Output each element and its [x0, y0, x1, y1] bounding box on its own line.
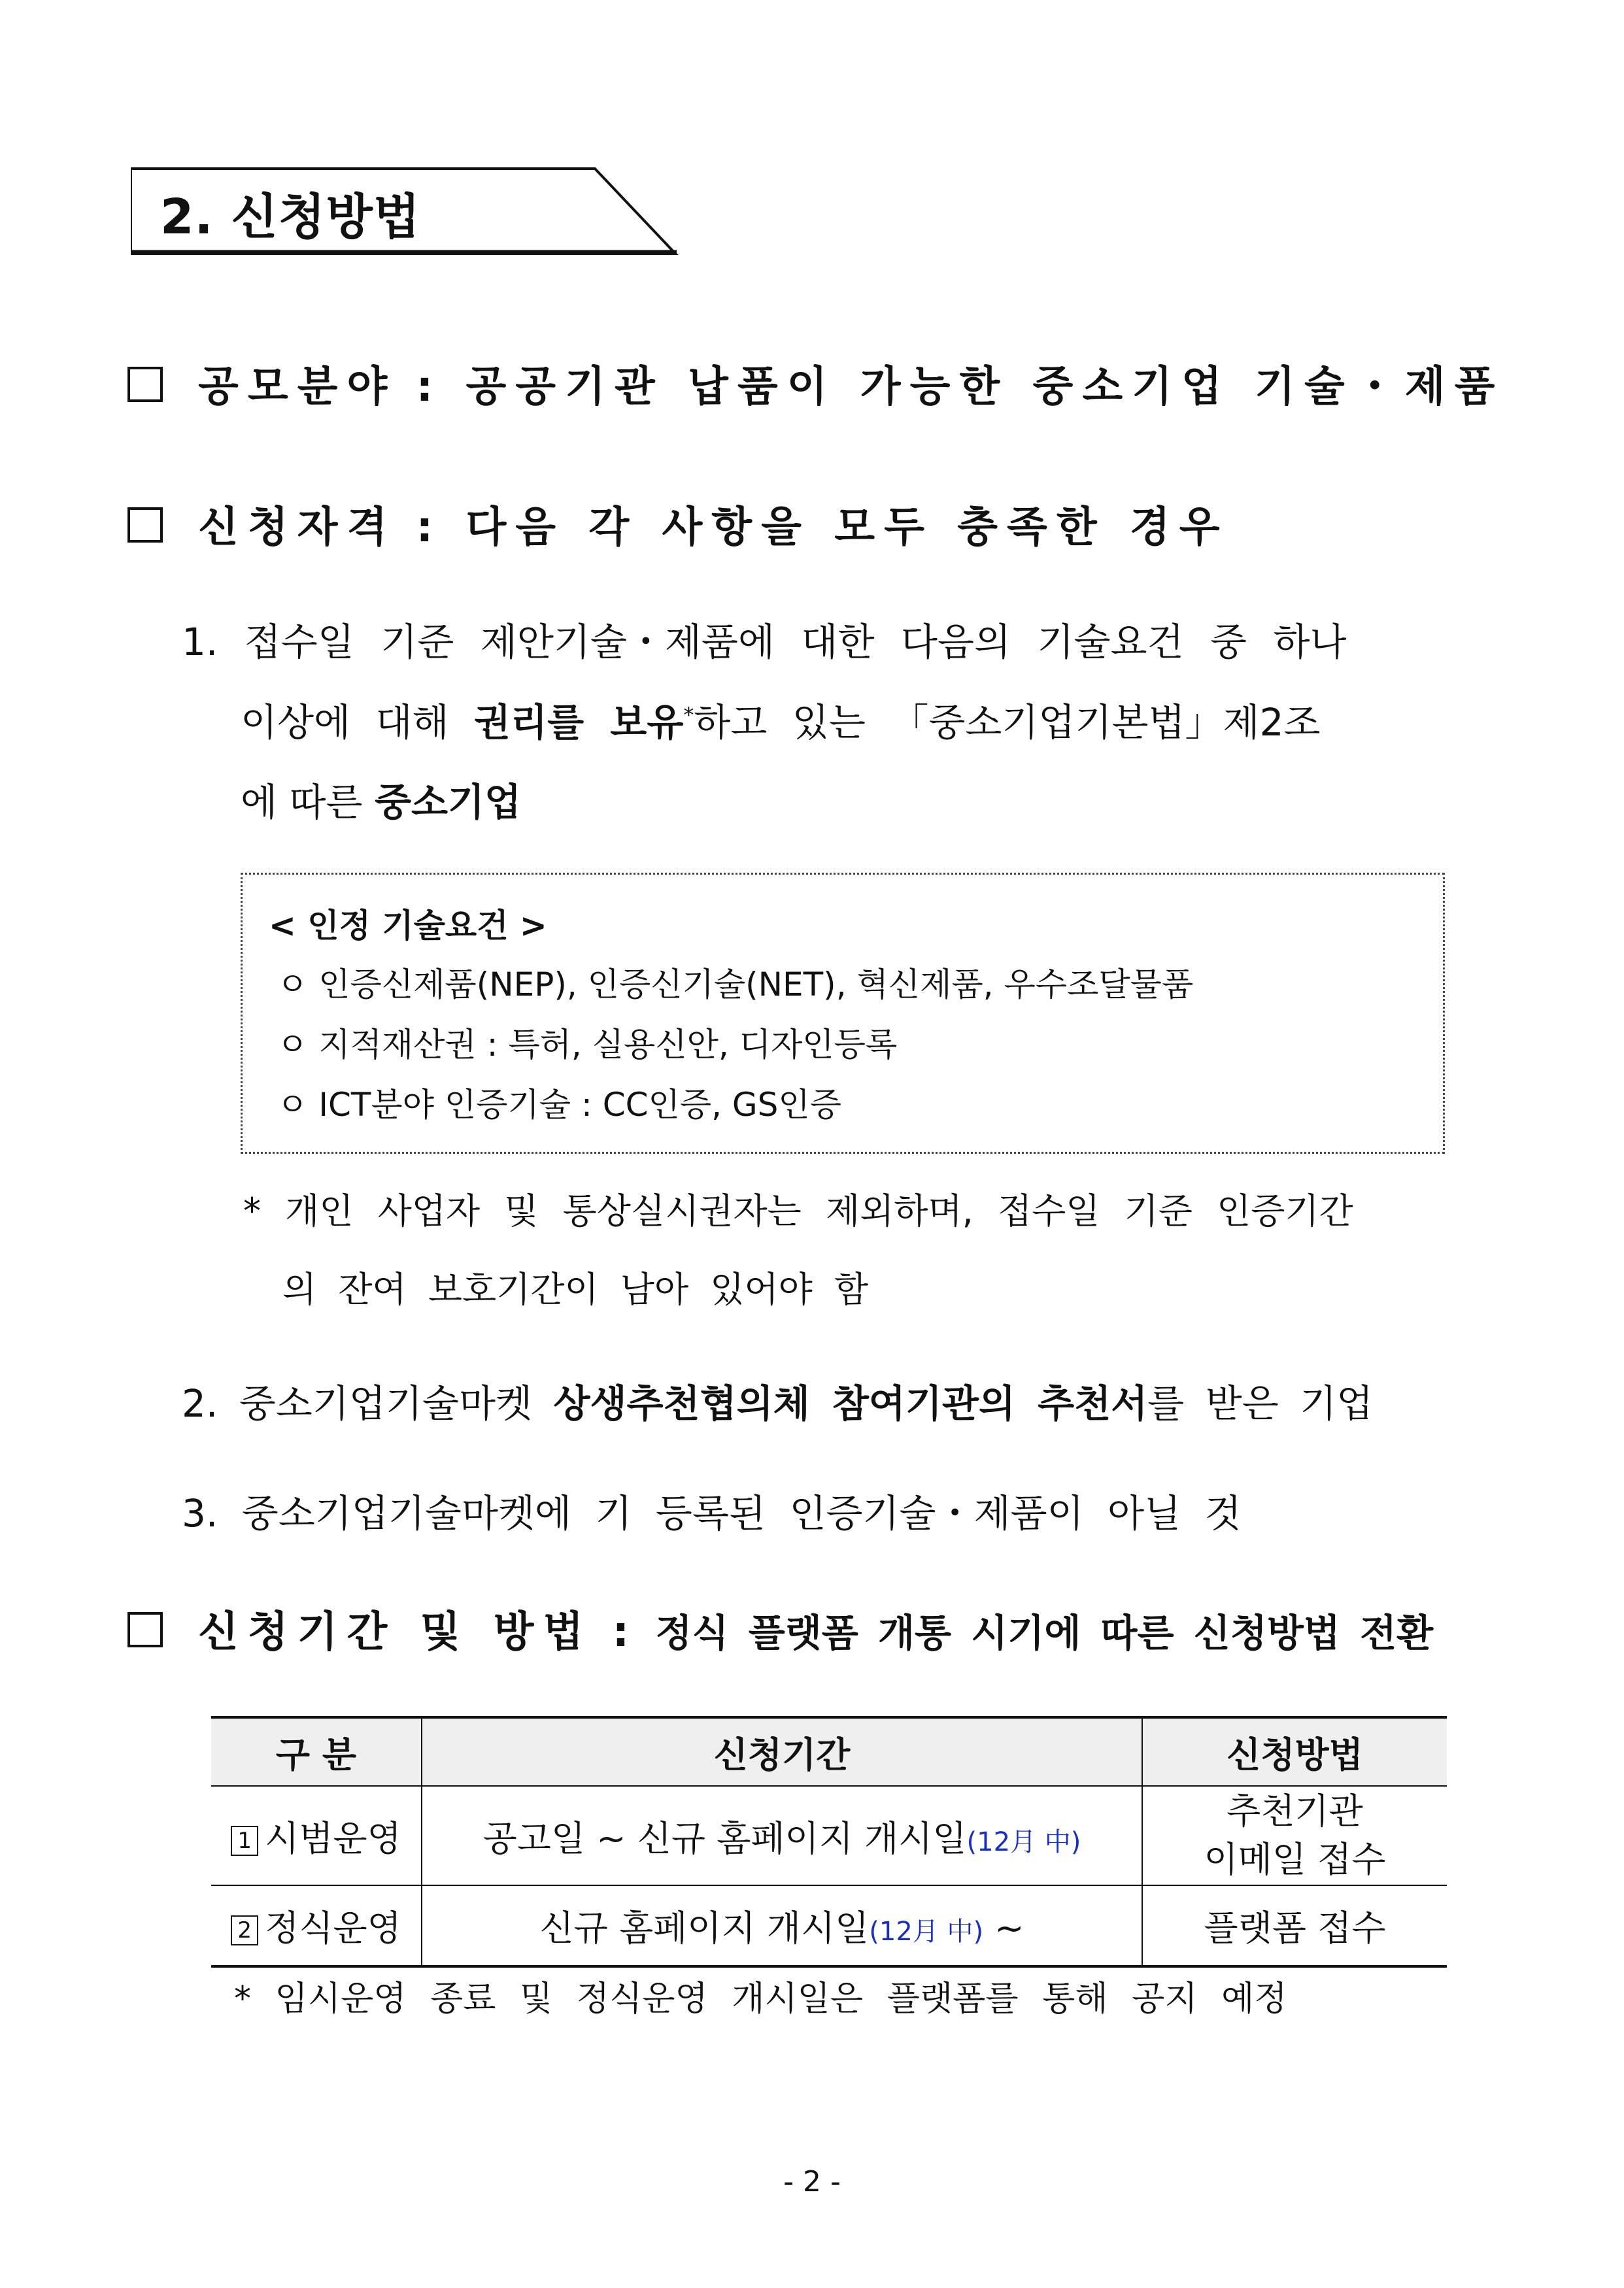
table-header-row [211, 1717, 1447, 1786]
item1-emphasis-sme: 중소기업 [374, 780, 522, 824]
eligibility-label: 신청자격 [198, 503, 397, 552]
row-period-cell [422, 1885, 1142, 1966]
item2-line [182, 1373, 1373, 1428]
requirements-box [241, 873, 1445, 1154]
item1-text-2a: 이상에 대해 [241, 700, 475, 745]
table-row [211, 1786, 1447, 1885]
requirements-title: < 인정 기술요건 > [269, 907, 547, 945]
item1-line3 [241, 771, 521, 826]
requirement-item: ㅇ 지적재산권 : 특허, 실용신안, 디자인등록 [277, 1026, 898, 1064]
checkbox-square-icon [127, 507, 163, 543]
row-type: 정식운영 [265, 1908, 401, 1949]
item1-text-2c: 하고 있는 「중소기업기본법」제2조 [694, 700, 1321, 745]
row-type-cell [211, 1786, 422, 1885]
table-footnote: * 임시운영 종료 및 정식운영 개시일은 플랫폼를 통해 공지 예정 [234, 1979, 1287, 2019]
eligibility-note-line2: 의 잔여 보호기간이 남아 있어야 함 [282, 1269, 869, 1310]
section-title: 2. 신청방법 [160, 189, 421, 245]
row-type-cell [211, 1885, 422, 1966]
period-value: 정식 플랫폼 개통 시기에 따른 신청방법 전환 [655, 1611, 1434, 1655]
item1-emphasis-rights: 권리를 보유 [474, 700, 684, 745]
header-period: 신청기간 [422, 1717, 1142, 1786]
item2-number: 2. [182, 1381, 218, 1426]
row-number-box: 2 [231, 1915, 258, 1945]
row-type: 시범운영 [265, 1817, 401, 1859]
row-period: 공고일 ~ 신규 홈페이지 개시일 [482, 1817, 967, 1859]
item2-text-c: 를 받은 기업 [1147, 1381, 1374, 1426]
checkbox-square-icon [127, 1612, 163, 1647]
requirement-item: ㅇ ICT분야 인증기술 : CC인증, GS인증 [277, 1086, 842, 1124]
row-period-tail: ~ [983, 1908, 1024, 1949]
period-colon: : [612, 1608, 630, 1657]
item3-text: 중소기업기술마켓에 기 등록된 인증기술・제품이 아닐 것 [241, 1491, 1242, 1536]
field-label: 공모분야 [198, 363, 397, 411]
field-heading [127, 353, 1504, 413]
row-method-cell [1142, 1786, 1447, 1885]
item1-footnote-mark: * [683, 702, 694, 728]
period-heading [127, 1598, 1433, 1658]
checkbox-square-icon [127, 367, 163, 402]
requirement-item: ㅇ 인증신제품(NEP), 인증신기술(NET), 혁신제품, 우수조달물품 [277, 966, 1194, 1003]
period-label: 신청기간 및 방법 [198, 1608, 593, 1657]
row-method-cell [1142, 1885, 1447, 1966]
page-number: - 2 - [783, 2165, 841, 2198]
row-period: 신규 홈페이지 개시일 [539, 1908, 870, 1949]
item3-number: 3. [182, 1491, 218, 1536]
item1-number: 1. [182, 620, 218, 664]
eligibility-note-line1: * 개인 사업자 및 통상실시권자는 제외하며, 접수일 기준 인증기간 [243, 1190, 1353, 1232]
item1-line1 [182, 611, 1347, 666]
item1-text-1: 접수일 기준 제안기술・제품에 대한 다음의 기술요건 중 하나 [244, 620, 1347, 664]
eligibility-heading [127, 494, 1229, 554]
row-method-line2: 이메일 접수 [1204, 1839, 1386, 1880]
row-method-line1: 추천기관 [1226, 1791, 1363, 1832]
schedule-table [211, 1716, 1447, 1968]
eligibility-colon: : [416, 503, 433, 552]
row-period-note: (12月 中) [966, 1826, 1081, 1857]
item1-text-3a: 에 따른 [241, 780, 375, 824]
section-title-box [131, 167, 680, 255]
item1-line2 [241, 692, 1321, 747]
row-method-line1: 플랫폼 접수 [1204, 1908, 1386, 1949]
eligibility-value: 다음 각 사항을 모두 충족한 경우 [465, 503, 1229, 552]
row-period-cell [422, 1786, 1142, 1885]
table-row [211, 1885, 1447, 1966]
row-number-box: 1 [231, 1826, 258, 1856]
header-method: 신청방법 [1142, 1717, 1447, 1786]
row-period-note: (12月 中) [869, 1917, 984, 1947]
header-category: 구 분 [211, 1717, 422, 1786]
field-colon: : [416, 363, 433, 411]
item2-emphasis: 상생추천협의체 참여기관의 추천서 [553, 1381, 1148, 1426]
item2-text-a: 중소기업기술마켓 [239, 1381, 554, 1426]
field-value: 공공기관 납품이 가능한 중소기업 기술・제품 [465, 363, 1504, 411]
item3-line [182, 1483, 1242, 1538]
